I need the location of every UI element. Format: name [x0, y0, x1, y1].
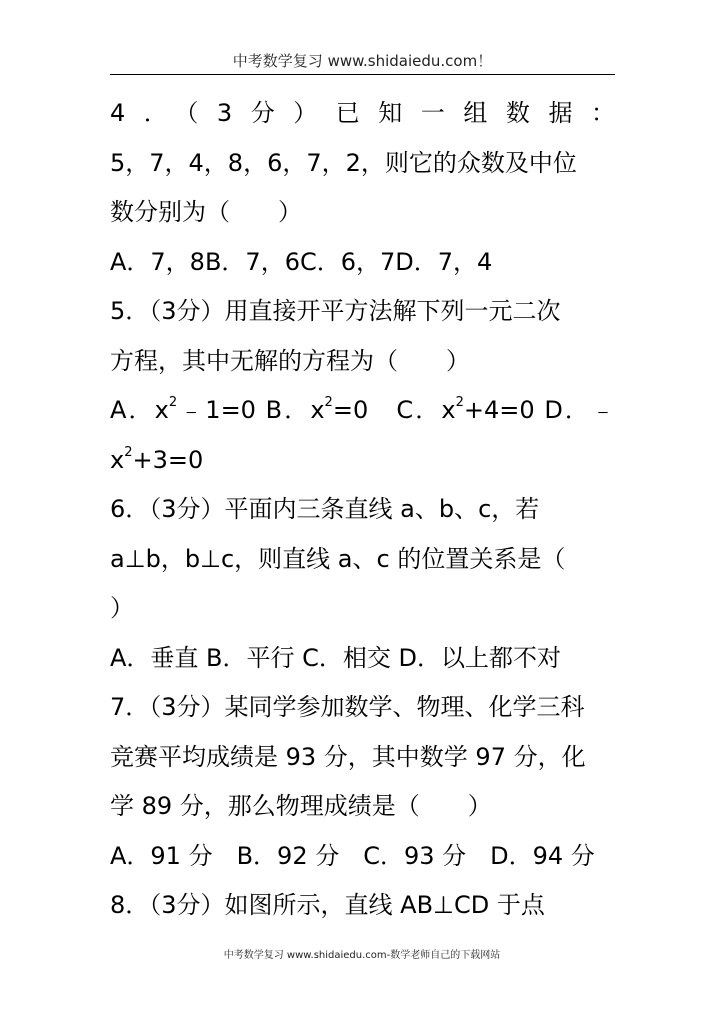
text-line-15: 学 89 分，那么物理成绩是（ ）: [110, 792, 492, 820]
math-text: +3=0: [132, 445, 204, 474]
superscript: 2: [168, 395, 178, 410]
text-line-11: ）: [110, 594, 134, 622]
text-line-7: [110, 386, 615, 436]
text-line-10: a⊥b，b⊥c，则直线 a、c 的位置关系是（: [110, 544, 566, 573]
document-body: [110, 89, 615, 931]
text-line-8: [110, 436, 615, 486]
superscript: 2: [455, 395, 464, 410]
text-line-4: A．7，8B．7，6C．6，7D．7，4: [110, 247, 493, 276]
text-line-13: 7．（3分）某同学参加数学、物理、化学三科: [110, 693, 585, 721]
superscript: 2: [324, 395, 333, 410]
text-line-17: 8．（3分）如图所示，直线 AB⊥CD 于点: [110, 891, 545, 919]
text-line-14: 竞赛平均成绩是 93 分，其中数学 97 分，化: [110, 742, 586, 771]
math-text: ﹣1=0 B．x: [177, 396, 325, 424]
math-text: +4=0 D．﹣: [463, 396, 615, 424]
text-line-12: A．垂直 B．平行 C．相交 D．以上都不对: [110, 643, 562, 672]
math-text: x: [110, 445, 125, 474]
text-line-9: 6．（3分）平面内三条直线 a、b、c，若: [110, 495, 540, 523]
superscript: 2: [124, 444, 133, 460]
text-line-2: 5，7，4，8，6，7，2，则它的众数及中位: [110, 148, 577, 177]
text-line-3: 数分别为（ ）: [110, 198, 302, 226]
text-line-16: A．91 分 B．92 分 C．93 分 D．94 分: [110, 841, 595, 870]
page-footer: 中考数学复习 www.shidaiedu.com-数学老师自己的下载网站: [223, 950, 501, 961]
math-text: A．x: [110, 396, 169, 424]
math-text: =0 C．x: [332, 396, 456, 424]
text-line-5: 5．（3分）用直接开平方法解下列一元二次: [110, 297, 561, 325]
text-line-6: 方程，其中无解的方程为（ ）: [110, 346, 470, 375]
header-divider: [110, 74, 615, 75]
page-header: 中考数学复习 www.shidaiedu.com！: [232, 52, 493, 70]
text-line-1: 4．（3分）已知一组数据：: [110, 99, 615, 127]
